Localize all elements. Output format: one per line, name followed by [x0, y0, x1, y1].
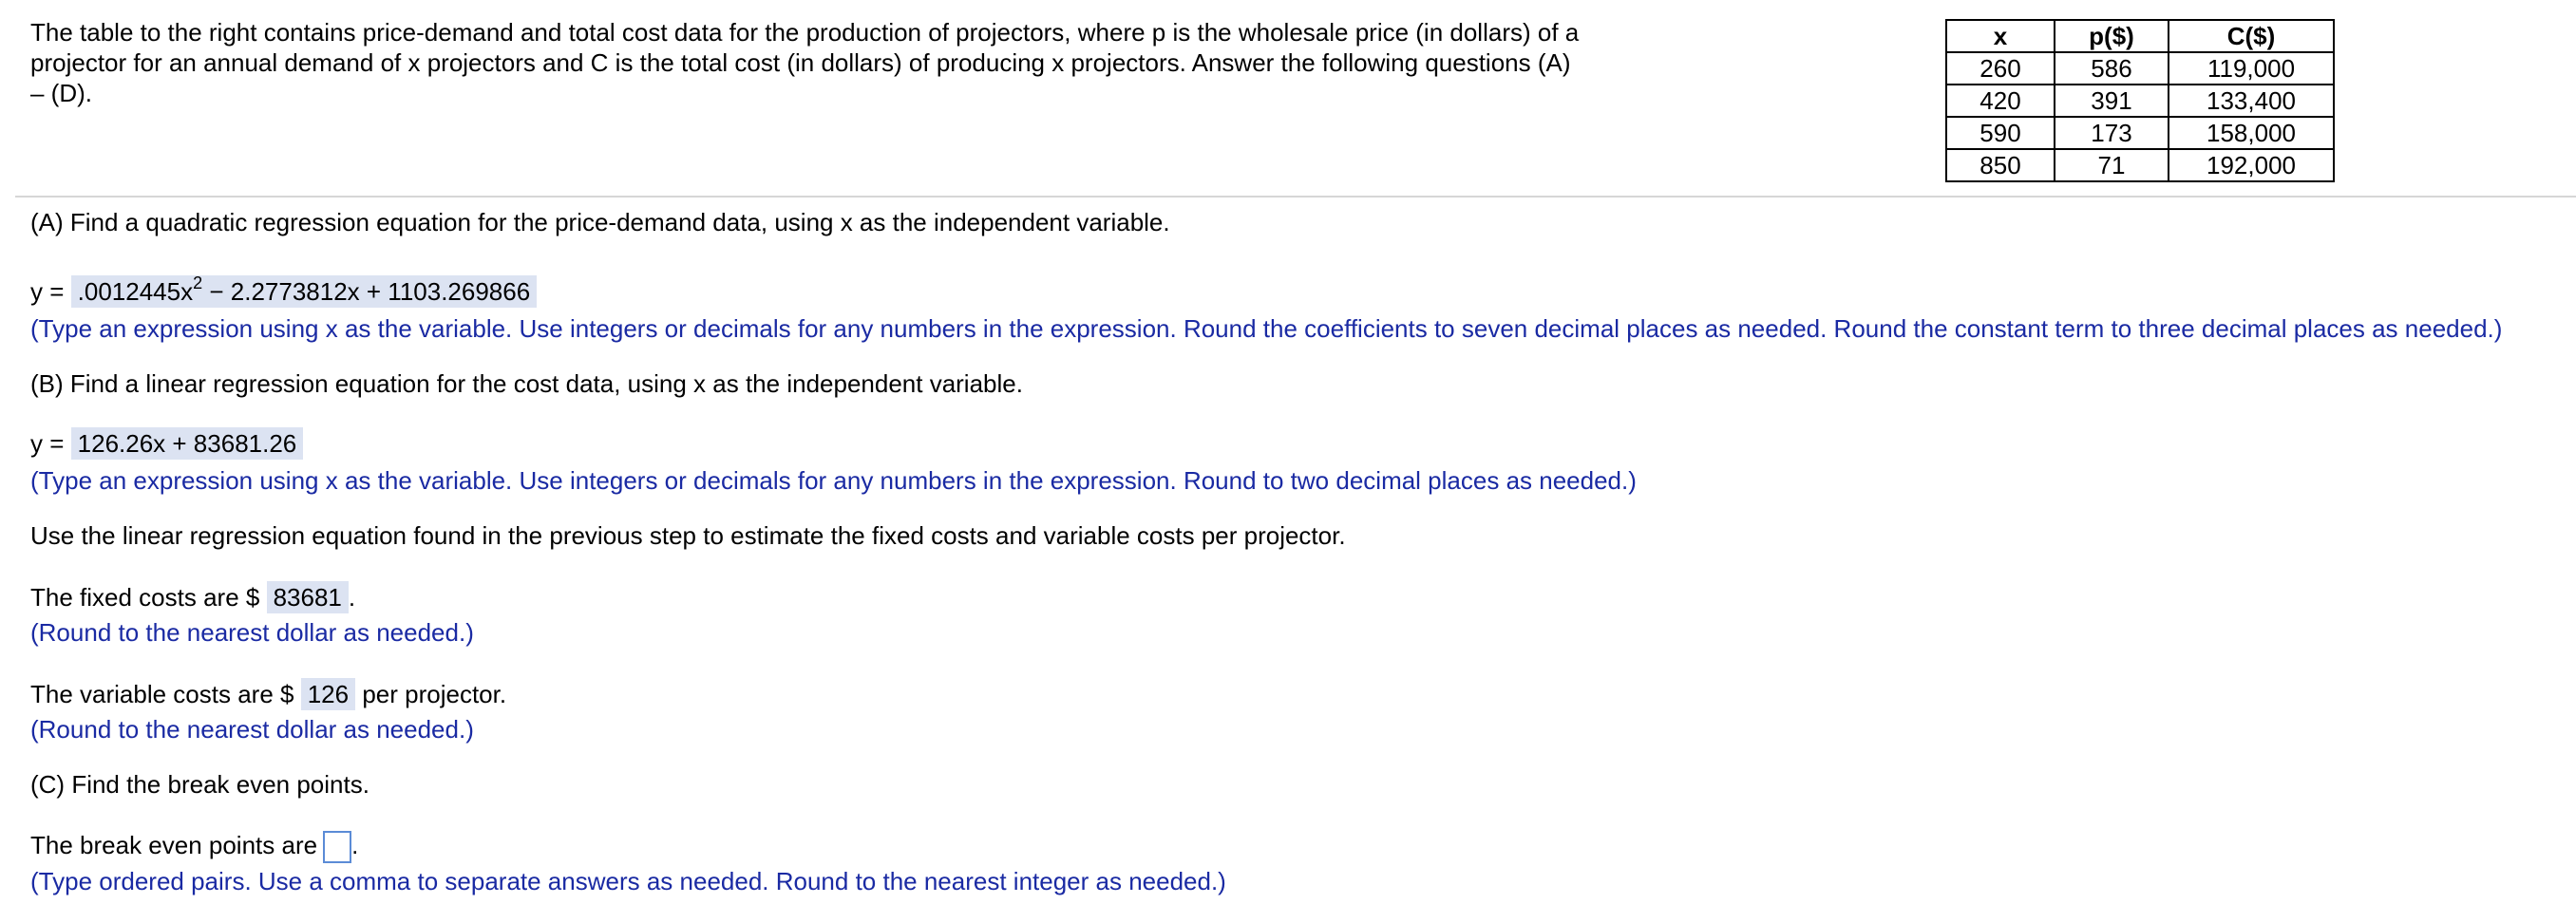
table-cell-price: 586: [2055, 52, 2169, 85]
variable-costs-prefix: The variable costs are $: [30, 680, 294, 708]
part-a-answer-line: [30, 275, 537, 308]
part-b-hint: (Type an expression using x as the variable. Use integers or decimals for any numbers in the expression. Round to two decimal places as needed.): [30, 466, 1637, 495]
fixed-costs-suffix: .: [348, 583, 356, 612]
break-even-input[interactable]: [323, 831, 351, 863]
fixed-costs-answer-field[interactable]: 83681: [267, 581, 349, 613]
table-cell-price: 391: [2055, 85, 2169, 117]
table-cell-x: 590: [1946, 117, 2055, 149]
part-a-answer-tail: − 2.2773812x + 1103.269866: [202, 277, 531, 306]
part-a-prefix: y =: [30, 277, 65, 306]
table-cell-x: 420: [1946, 85, 2055, 117]
table-row: [1946, 85, 2334, 117]
table-header-row: [1946, 20, 2334, 52]
section-divider: [15, 196, 2576, 198]
table-cell-cost: 158,000: [2169, 117, 2334, 149]
part-b-prompt: (B) Find a linear regression equation for the cost data, using x as the independent variable.: [30, 369, 1023, 398]
data-table: [1945, 19, 2335, 182]
part-a-hint: (Type an expression using x as the variable. Use integers or decimals for any numbers in the expression. Round the coefficients to seven decimal places as needed. Round the constant term to three decimal places as needed.): [30, 314, 2503, 343]
variable-costs-line: [30, 678, 506, 710]
estimate-prompt: Use the linear regression equation found in the previous step to estimate the fixed costs and variable costs per projector.: [30, 521, 1346, 550]
table-row: [1946, 149, 2334, 181]
variable-costs-hint: (Round to the nearest dollar as needed.): [30, 715, 474, 744]
variable-costs-answer-field[interactable]: 126: [301, 678, 355, 710]
break-even-suffix: .: [351, 831, 359, 859]
column-header-price: p($): [2055, 20, 2169, 52]
table-cell-cost: 133,400: [2169, 85, 2334, 117]
fixed-costs-line: [30, 581, 355, 613]
fixed-costs-prefix: The fixed costs are $: [30, 583, 260, 612]
table-row: [1946, 52, 2334, 85]
break-even-line: [30, 830, 358, 863]
table-cell-cost: 192,000: [2169, 149, 2334, 181]
part-a-answer-field[interactable]: [71, 275, 538, 308]
part-a-prompt: (A) Find a quadratic regression equation for the price-demand data, using x as the independent variable.: [30, 208, 1170, 236]
table-cell-price: 71: [2055, 149, 2169, 181]
part-b-prefix: y =: [30, 429, 65, 458]
table-cell-x: 850: [1946, 149, 2055, 181]
part-b-answer-line: [30, 427, 303, 460]
break-even-hint: (Type ordered pairs. Use a comma to separate answers as needed. Round to the nearest integer as needed.): [30, 867, 1226, 895]
part-c-prompt: (C) Find the break even points.: [30, 770, 369, 799]
table-cell-x: 260: [1946, 52, 2055, 85]
break-even-prefix: The break even points are: [30, 831, 318, 859]
part-b-answer-field[interactable]: 126.26x + 83681.26: [71, 427, 304, 460]
table-cell-cost: 119,000: [2169, 52, 2334, 85]
table-cell-price: 173: [2055, 117, 2169, 149]
part-a-answer-lead: .0012445x: [77, 277, 194, 306]
variable-costs-suffix: per projector.: [362, 680, 507, 708]
column-header-x: x: [1946, 20, 2055, 52]
table-row: [1946, 117, 2334, 149]
column-header-cost: C($): [2169, 20, 2334, 52]
question-intro: The table to the right contains price-demand and total cost data for the production of projectors, where p is the wholesale price (in dollars) of a projector for an annual demand of x projectors and C is the total cost (in dollars) of producing x projectors. Answer the following questions (A) – (D).: [30, 18, 1580, 107]
fixed-costs-hint: (Round to the nearest dollar as needed.): [30, 618, 474, 647]
part-a-answer-exponent: 2: [193, 273, 203, 293]
